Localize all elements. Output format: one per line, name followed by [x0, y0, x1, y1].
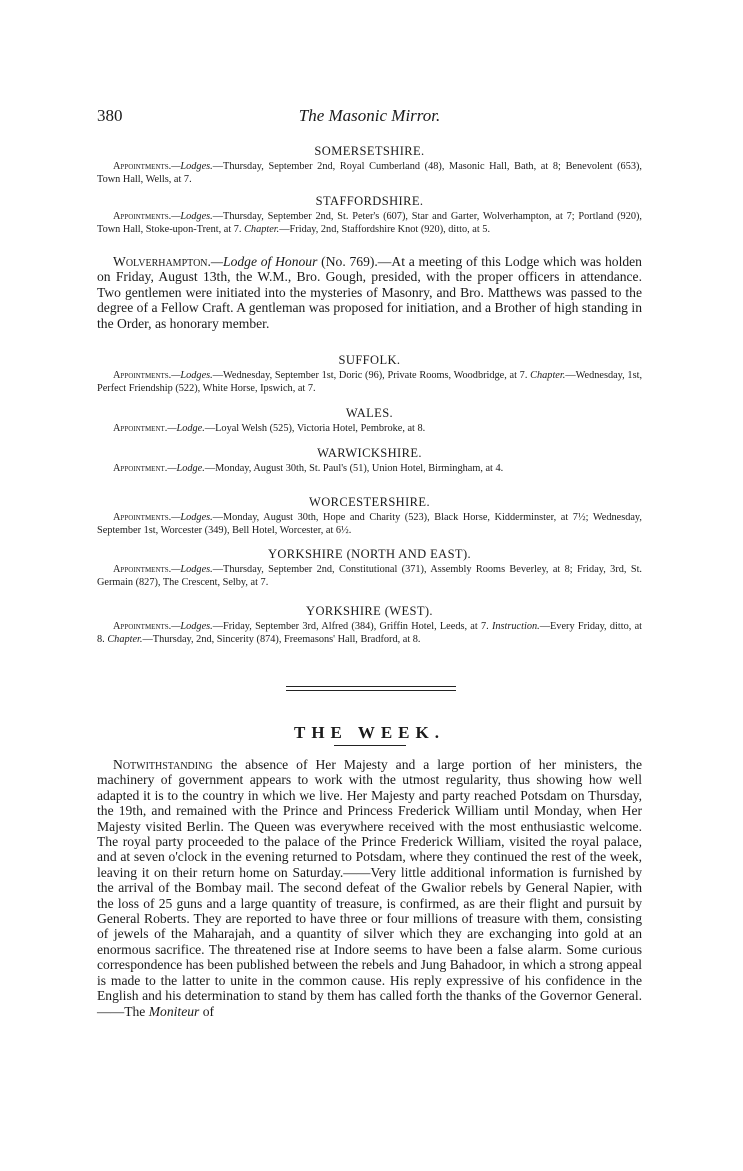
section-wales — [97, 405, 642, 436]
section-yorkshire-west — [97, 603, 642, 646]
wolverhampton-report — [97, 254, 642, 331]
section-staffordshire — [97, 193, 642, 236]
running-title: The Masonic Mirror. — [298, 106, 441, 125]
section-yorkshire-north-east — [97, 546, 642, 589]
report-paragraph: Wolverhampton.—Lodge of Honour (No. 769).—At a meeting of this Lodge which was holden on Friday, August 13th, the W.M., Bro. Gough, presided, with the proper officers in attendance. Two gentlemen were initiated into the mysteries of Masonry, and Bro. Matthews was passed to the degree of a Fellow Craft. A gentleman was proposed for initiation, and a Brother of high standing in the Order, as honorary member. — [97, 254, 642, 331]
section-heading: SOMERSETSHIRE. — [314, 144, 425, 158]
section-divider-bottom — [286, 690, 456, 691]
section-somersetshire — [97, 143, 642, 186]
section-worcestershire — [97, 494, 642, 537]
section-divider-top — [286, 686, 456, 687]
section-suffolk — [97, 352, 642, 395]
section-heading: SUFFOLK. — [338, 353, 401, 367]
week-title: THE WEEK. — [294, 723, 445, 742]
appointment-text: Appointment.—Lodge.—Monday, August 30th, St. Paul's (51), Union Hotel, Birmingham, at 4. — [113, 463, 504, 474]
page-header — [97, 106, 642, 126]
appointment-text: Appointments.—Lodges.—Wednesday, September 1st, Doric (96), Private Rooms, Woodbridge, at 7. Chapter.—Wednesday, 1st, Perfect Friendship (522), White Horse, Ipswich, at 7. — [97, 370, 643, 394]
section-warwickshire — [97, 445, 642, 476]
section-heading: YORKSHIRE (WEST). — [306, 604, 433, 618]
section-heading: STAFFORDSHIRE. — [315, 194, 424, 208]
appointment-text: Appointments.—Lodges.—Thursday, September 2nd, Royal Cumberland (48), Masonic Hall, Bath, at 8; Benevolent (653), Town Hall, Wells, at 7. — [97, 161, 642, 185]
week-article — [97, 757, 642, 1019]
week-paragraph: Notwithstanding the absence of Her Majesty and a large portion of her ministers, the machinery of government appears to work with the utmost regularity, thus showing how well adapted it is to the country in which we live. Her Majesty and party reached Potsdam on Thursday, the 19th, and remained with the Prince and Princess Frederick William until Monday, when Her Majesty visited Berlin. The Queen was everywhere received with the most enthusiastic welcome. The royal party proceeded to the palace of the Prince Frederick William, visited the royal palace, and at seven o'clock in the evening returned to Potsdam, where they continued the rest of the week, leaving it on their return home on Saturday.——Very little additional information is furnished by the arrival of the Bombay mail. The second defeat of the Gwalior rebels by General Napier, with the loss of 25 guns and a large quantity of treasure, is confirmed, as are their flight and pursuit by General Roberts. They are reported to have three or four millions of treasure with them, consisting of jewels of the Maharajah, and a quantity of silver which they are exchanging into gold at an enormous sacrifice. The threatened rise at Indore seems to have been a false alarm. Some curious correspondence has been published between the rebels and Jung Bahadoor, in which a strong appeal is made to the latter to unite in the common cause. His reply expressive of his confidence in the English and his determination to stand by them has called forth the thanks of the Governor General.——The Moniteur of — [97, 757, 642, 1019]
appointment-text: Appointments.—Lodges.—Thursday, September 2nd, Constitutional (371), Assembly Rooms Beverley, at 8; Friday, 3rd, St. Germain (827), The Crescent, Selby, at 7. — [97, 564, 642, 588]
appointment-text: Appointments.—Lodges.—Friday, September 3rd, Alfred (384), Griffin Hotel, Leeds, at 7. Instruction.—Every Friday, ditto, at 8. Chapter.—Thursday, 2nd, Sincerity (874), Freemasons' Hall, Bradford, at 8. — [97, 621, 643, 645]
appointment-text: Appointments.—Lodges.—Monday, August 30th, Hope and Charity (523), Black Horse, Kidderminster, at 7½; Wednesday, September 1st, Worcester (349), Bell Hotel, Worcester, at 6½. — [97, 512, 642, 536]
page-number: 380 — [97, 106, 123, 125]
section-heading: WALES. — [345, 406, 394, 420]
section-heading: YORKSHIRE (NORTH AND EAST). — [267, 547, 472, 561]
appointment-text: Appointment.—Lodge.—Loyal Welsh (525), Victoria Hotel, Pembroke, at 8. — [113, 423, 426, 434]
week-title-rule — [334, 745, 406, 746]
section-heading: WORCESTERSHIRE. — [309, 495, 430, 509]
appointment-text: Appointments.—Lodges.—Thursday, September 2nd, St. Peter's (607), Star and Garter, Wolverhampton, at 7; Portland (920), Town Hall, Stoke-upon-Trent, at 7. Chapter.—Friday, 2nd, Staffordshire Knot (920), ditto, at 5. — [97, 211, 642, 235]
section-heading: WARWICKSHIRE. — [317, 446, 422, 460]
